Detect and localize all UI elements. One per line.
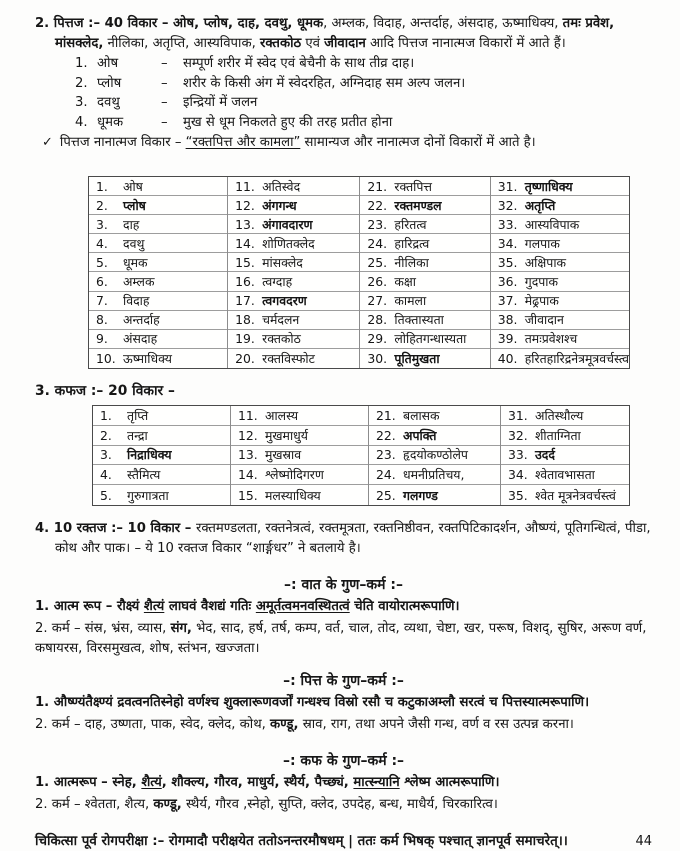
item-name: जीवादान (524, 312, 564, 328)
item-number: 13. (235, 216, 255, 232)
item-name: निद्राधिक्य (127, 447, 172, 463)
item-name: दवथु (123, 235, 145, 251)
item-name: रक्तमण्डल (394, 197, 442, 213)
item-name: त्वगवदरण (262, 293, 307, 309)
item-name: अंसदाह (123, 331, 158, 347)
item-number: 29. (367, 331, 388, 347)
table-cell (93, 406, 230, 426)
definition-row (75, 54, 652, 74)
kaphaja-vikara-table (92, 405, 630, 506)
definition-description: मुख से धूम निकलते हुए की तरह प्रतीत होना (183, 114, 393, 130)
item-name: श्वेतावभासता (535, 467, 595, 483)
definition-number: 4. (75, 114, 88, 130)
item-name: अपक्ति (403, 427, 437, 443)
item-name: शोणितक्लेद (262, 235, 315, 251)
item-number: 24. (376, 467, 396, 483)
item-name: श्लेष्मोदिगरण (265, 467, 324, 483)
item-number: 15. (238, 487, 258, 503)
item-number: 11. (238, 407, 258, 423)
item-name: बलासक (403, 407, 440, 423)
item-name: अतिस्थौल्य (535, 407, 584, 423)
item-name: तमःप्रवेशश्च (524, 331, 578, 347)
definition-dash: – (161, 114, 168, 130)
item-name: अतिस्वेद (262, 178, 301, 194)
nanatmaja-note-line (42, 133, 652, 153)
table-cell (89, 196, 227, 215)
kapha-atma-rupa-line: 1. आत्मरूप – स्नेह, शैत्यं, शौक्ल्य, गौरव, माधुर्य, स्थैर्य, पैच्छ्यं, मात्स्न्यानि श्लेष्म आत्मरूपाणि। (35, 774, 500, 790)
item-number: 11. (235, 178, 255, 194)
table-cell (89, 215, 227, 234)
vata-guna-karma-heading: –: वात के गुण–कर्म :– (284, 576, 403, 593)
table-cell (93, 426, 230, 446)
item-number: 4. (96, 235, 108, 251)
item-number: 20. (235, 350, 255, 366)
table-cell (491, 349, 629, 368)
item-number: 25. (367, 254, 388, 270)
table-column-1 (93, 406, 231, 505)
item-name: हारिद्रत्व (394, 235, 430, 251)
table-cell (360, 330, 489, 349)
vata-atma-rupa-line: 1. आत्म रूप – रौक्ष्यं शैत्यं लाघवं वैशद्यं गतिः अमूर्तत्वमनवस्थितत्वं चेति वायोरात्मरूपाणि। (35, 598, 460, 614)
table-cell (501, 406, 629, 426)
table-cell (228, 215, 359, 234)
item-number: 21. (367, 178, 388, 194)
item-name: गुदपाक (524, 274, 559, 290)
item-name: अक्षिपाक (524, 254, 567, 270)
definition-description: शरीर के किसी अंग में स्वेदरहित, अग्निदाह सम अल्प जलन। (183, 75, 466, 91)
table-cell (360, 349, 489, 368)
definition-term: प्लोष (97, 75, 122, 91)
definition-term: धूमक (97, 114, 124, 130)
definition-row (75, 74, 652, 94)
pitta-atma-rupa-line: 1. औष्ण्यंतैक्ष्ण्यं द्रवत्वनतिस्नेहो वर्णश्च शुक्लारूणवर्जों गन्धश्च विस्रो रसौ च कटुकाअम्लौ सरत्वं च पित्तस्यात्मरूपाणि। (35, 694, 590, 710)
item-name: मुखमाधुर्य (265, 427, 308, 443)
kapha-karma-line: 2. कर्म – श्वेतता, शैत्य, कण्डू, स्थैर्य, गौरव ,स्नेहो, सुप्ति, क्लेद, उपदेह, बन्ध, माधैर्य, चिरकारित्व। (35, 796, 498, 812)
table-cell (491, 272, 629, 291)
chikitsa-sutra-line: चिकित्सा पूर्व रोगपरीक्षा :– रोगमादौ परीक्षयेत ततोऽनन्तरमौषधम् | ततः कर्म भिषक् पश्चात् ज्ञानपूर्व समाचरेत्।। (35, 833, 568, 849)
table-cell (228, 311, 359, 330)
definition-number: 1. (75, 56, 88, 71)
item-number: 8. (96, 312, 108, 328)
item-number: 36. (497, 274, 518, 290)
table-column-2 (228, 177, 360, 368)
table-cell (93, 465, 230, 485)
item-number: 6. (96, 274, 108, 290)
item-name: ओष (123, 178, 143, 194)
table-cell (491, 292, 629, 311)
definition-row (75, 93, 652, 113)
item-name: मांसक्लेद (262, 254, 303, 270)
item-name: त्वग्दाह (262, 274, 293, 290)
item-number: 22. (376, 427, 396, 443)
table-cell (89, 330, 227, 349)
table-cell (228, 177, 359, 196)
item-number: 40. (497, 350, 518, 366)
table-cell (360, 253, 489, 272)
definition-row (75, 113, 652, 133)
kapha-guna-karma-heading: –: कफ के गुण–कर्म :– (282, 752, 405, 769)
item-name: ऊष्माधिक्य (123, 350, 172, 366)
table-cell (231, 406, 368, 426)
item-number: 5. (96, 254, 108, 270)
table-cell (93, 446, 230, 466)
item-name: अन्तर्दाह (123, 312, 160, 328)
item-number: 33. (497, 216, 518, 232)
definition-description: इन्द्रियों में जलन (183, 95, 258, 110)
item-name: कामला (394, 293, 427, 309)
table-cell (228, 292, 359, 311)
item-name: श्वेत मूत्रनेत्रवर्चस्त्वं (535, 487, 616, 503)
table-cell (89, 311, 227, 330)
item-number: 18. (235, 312, 255, 328)
table-cell (491, 330, 629, 349)
item-number: 14. (235, 235, 255, 251)
table-cell (491, 196, 629, 215)
raktaja-paragraph: 4. 10 रक्तज :– 10 विकार – रक्तमण्डलता, रक्तनेत्रत्वं, रक्तमूत्रता, रक्तनिष्ठीवन, रक्तपिटिकादर्शन, औष्ण्यं, पूतिगन्धित्वं, पीडा, कोथ और पाक। – ये 10 रक्तज विकार “शार्ङ्गधर” ने बतलाये है। (35, 520, 651, 556)
table-cell (228, 330, 359, 349)
item-name: कक्षा (394, 274, 417, 290)
item-name: हरितत्व (394, 216, 427, 232)
item-name: हृदयोकण्ठोलेप (403, 447, 468, 463)
item-number: 4. (100, 467, 112, 483)
item-name: अतृप्ति (524, 197, 556, 213)
item-number: 35. (508, 487, 528, 503)
checkmark-icon: ✓ (42, 135, 53, 150)
definition-number: 2. (75, 75, 88, 91)
table-cell (360, 177, 489, 196)
item-number: 10. (96, 350, 116, 366)
definition-dash: – (161, 95, 168, 110)
item-name: मलस्याधिक्य (265, 487, 321, 503)
table-cell (369, 485, 500, 505)
item-number: 12. (235, 197, 255, 213)
item-name: रक्तपित्त (394, 178, 432, 194)
page-number: 44 (635, 833, 652, 849)
item-name: हरितहारिद्रनेत्रमूत्रवर्चस्त्व (524, 350, 629, 366)
table-cell (228, 196, 359, 215)
item-number: 12. (238, 427, 258, 443)
item-name: रक्तविस्फोट (262, 350, 315, 366)
item-number: 3. (100, 447, 112, 463)
table-cell (369, 426, 500, 446)
item-number: 37. (497, 293, 518, 309)
table-cell (228, 349, 359, 368)
table-cell (228, 272, 359, 291)
table-cell (501, 465, 629, 485)
item-name: तृष्णाधिक्य (524, 178, 573, 194)
definition-description: सम्पूर्ण शरीर में स्वेद एवं बेचैनी के साथ तीव्र दाह। (183, 56, 415, 71)
item-number: 23. (367, 216, 388, 232)
table-column-3 (369, 406, 501, 505)
item-number: 30. (367, 350, 388, 366)
item-name: आस्यविपाक (524, 216, 580, 232)
item-name: अंगगन्ध (262, 197, 297, 213)
table-cell (89, 292, 227, 311)
item-name: धूमक (123, 254, 148, 270)
item-number: 3. (96, 216, 108, 232)
table-column-3 (360, 177, 490, 368)
table-cell (89, 253, 227, 272)
table-cell (231, 426, 368, 446)
item-number: 14. (238, 467, 258, 483)
item-number: 2. (100, 427, 112, 443)
item-name: अंगावदारण (262, 216, 313, 232)
definition-number: 3. (75, 95, 88, 110)
table-cell (228, 234, 359, 253)
pitta-guna-karma-heading: –: पित्त के गुण–कर्म :– (283, 672, 404, 689)
item-number: 1. (100, 407, 112, 423)
item-number: 25. (376, 487, 396, 503)
definition-dash: – (161, 56, 168, 71)
item-number: 1. (96, 178, 108, 194)
item-name: स्तैमित्य (127, 467, 161, 483)
item-number: 32. (508, 427, 528, 443)
item-number: 16. (235, 274, 255, 290)
pittaja-intro-paragraph: 2. पित्तज :– 40 विकार – ओष, प्लोष, दाह, दवथु, धूमक, अम्लक, विदाह, अन्तर्दाह, अंसदाह, ऊष्माधिक्य, तमः प्रवेश, मांसक्लेद, नीलिका, अतृप्ति, आस्यविपाक, रक्तकोठ एवं जीवादान आदि पित्तज नानात्मज विकारों में आते हैं। (35, 16, 615, 51)
table-cell (501, 446, 629, 466)
item-number: 23. (376, 447, 396, 463)
table-cell (360, 292, 489, 311)
table-cell (89, 177, 227, 196)
item-number: 13. (238, 447, 258, 463)
table-cell (228, 253, 359, 272)
table-cell (231, 446, 368, 466)
item-number: 5. (100, 487, 112, 503)
item-name: नीलिका (394, 254, 429, 270)
table-cell (93, 485, 230, 505)
table-cell (89, 272, 227, 291)
item-name: लोहितगन्धास्यता (394, 331, 467, 347)
item-number: 39. (497, 331, 518, 347)
item-number: 19. (235, 331, 255, 347)
table-cell (360, 311, 489, 330)
definition-term: ओष (97, 56, 119, 71)
table-cell (360, 196, 489, 215)
table-cell (360, 215, 489, 234)
item-name: तन्द्रा (127, 427, 148, 443)
table-cell (491, 253, 629, 272)
page-footer (35, 832, 652, 851)
nanatmaja-note-text: पित्तज नानात्मज विकार – “रक्तपित्त और कामला” सामान्यज और नानात्मज दोनों विकारों में आते है। (59, 135, 536, 150)
table-cell (491, 177, 629, 196)
item-number: 24. (367, 235, 388, 251)
item-name: पूतिमुखता (394, 350, 440, 366)
item-name: रक्तकोठ (262, 331, 301, 347)
item-name: तिक्तास्यता (394, 312, 444, 328)
item-name: दाह (123, 216, 140, 232)
item-name: उदर्द (535, 447, 555, 463)
item-name: धमनीप्रतिचय, (403, 467, 465, 483)
item-number: 26. (367, 274, 388, 290)
item-number: 7. (96, 293, 108, 309)
table-cell (231, 485, 368, 505)
item-number: 9. (96, 331, 108, 347)
table-cell (369, 465, 500, 485)
table-column-4 (501, 406, 629, 505)
item-name: प्लोष (123, 197, 146, 213)
item-number: 28. (367, 312, 388, 328)
table-cell (491, 215, 629, 234)
pittaja-vikara-table (88, 176, 630, 369)
table-column-1 (89, 177, 228, 368)
item-name: तृप्ति (127, 407, 149, 423)
item-number: 34. (508, 467, 528, 483)
item-name: विदाह (123, 293, 150, 309)
table-cell (501, 485, 629, 505)
definition-term: दवथु (97, 95, 120, 110)
item-number: 22. (367, 197, 388, 213)
table-cell (231, 465, 368, 485)
table-cell (89, 234, 227, 253)
item-name: आलस्य (265, 407, 299, 423)
definition-dash: – (161, 75, 168, 91)
item-name: मुखस्राव (265, 447, 302, 463)
table-column-2 (231, 406, 369, 505)
table-column-4 (491, 177, 629, 368)
item-number: 15. (235, 254, 255, 270)
table-cell (369, 446, 500, 466)
item-name: गुरुगात्रता (127, 487, 169, 503)
table-cell (501, 426, 629, 446)
item-number: 32. (497, 197, 518, 213)
table-cell (360, 272, 489, 291)
item-number: 33. (508, 447, 528, 463)
item-name: शीताग्निता (535, 427, 581, 443)
item-number: 34. (497, 235, 518, 251)
pittaja-definitions-list (75, 54, 652, 132)
pitta-karma-line: 2. कर्म – दाह, उष्णता, पाक, स्वेद, क्लेद, कोथ, कण्डू, स्राव, राग, तथा अपने जैसी गन्ध, वर्ण व रस उत्पन्न करना। (35, 716, 574, 732)
item-name: गलगण्ड (403, 487, 438, 503)
item-number: 21. (376, 407, 396, 423)
kaphaja-section-heading: 3. कफज :– 20 विकार – (35, 382, 175, 399)
table-cell (360, 234, 489, 253)
table-cell (491, 311, 629, 330)
table-cell (369, 406, 500, 426)
item-number: 2. (96, 197, 108, 213)
item-name: मेढ्रपाक (524, 293, 559, 309)
item-number: 38. (497, 312, 518, 328)
item-number: 17. (235, 293, 255, 309)
table-cell (491, 234, 629, 253)
item-number: 35. (497, 254, 518, 270)
table-cell (89, 349, 227, 368)
item-number: 31. (508, 407, 528, 423)
item-name: चर्मदलन (262, 312, 300, 328)
document-page (35, 14, 652, 851)
item-number: 27. (367, 293, 388, 309)
item-name: गलपाक (524, 235, 560, 251)
item-number: 31. (497, 178, 518, 194)
vata-karma-line: 2. कर्म – संस्र, भ्रंस, व्यास, संग, भेद, साद, हर्ष, तर्ष, कम्प, वर्त, चाल, तोद, व्यथा, चेष्टा, खर, परूष, विशद्, सुषिर, अरूण वर्ण, कषायरस, विरसमुखत्व, शोष, स्तंभन, खज्जता। (35, 620, 647, 656)
item-name: अम्लक (123, 274, 155, 290)
